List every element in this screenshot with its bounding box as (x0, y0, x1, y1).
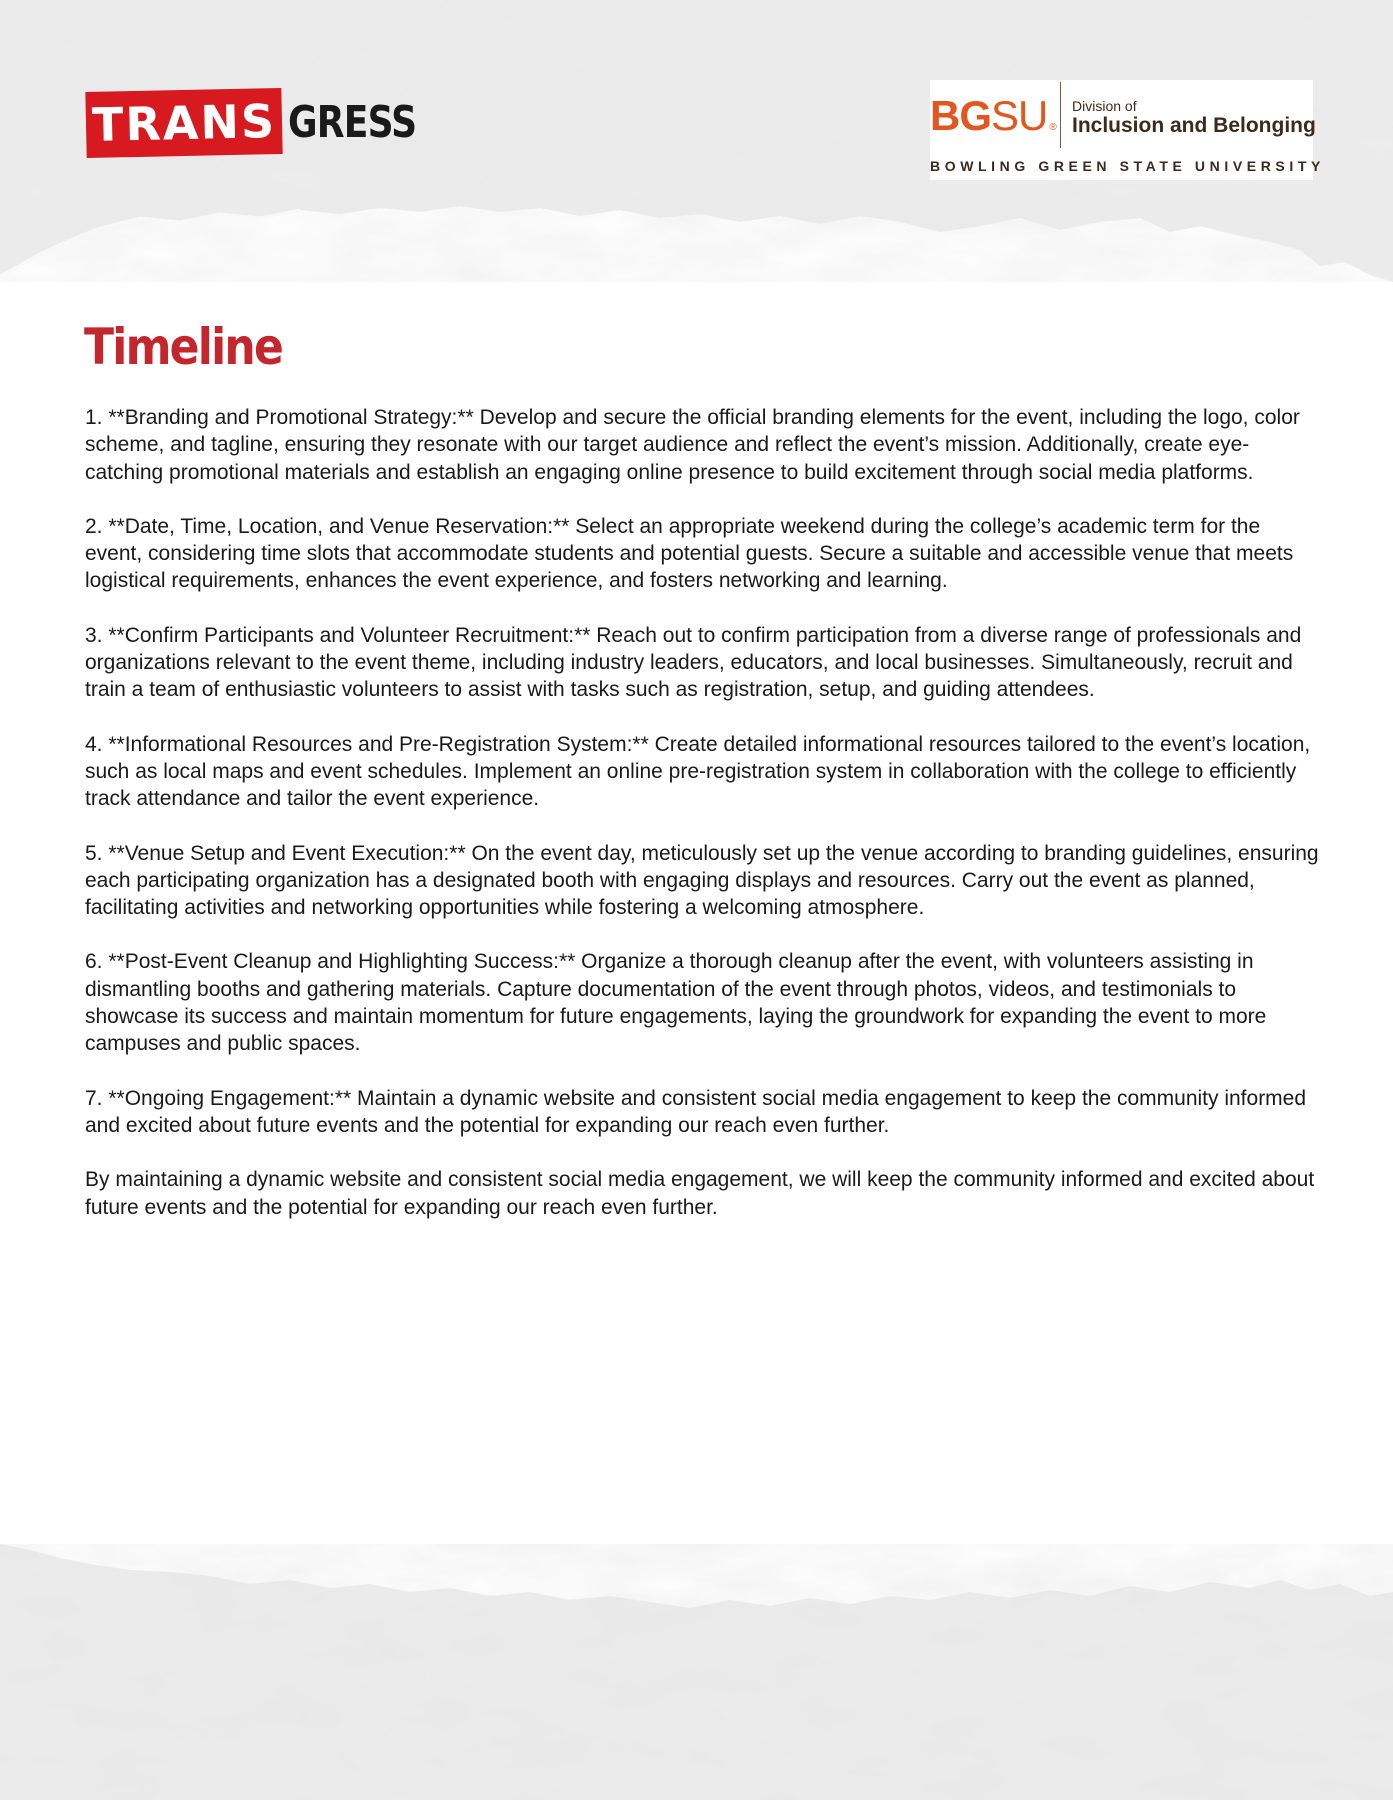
bgsu-division-logo (930, 80, 1325, 180)
timeline-item-branding: 1. **Branding and Promotional Strategy:** Develop and secure the official branding elements for the event, including the logo, color scheme, and tagline, ensuring they resonate with our target audience and reflect the event’s mission. Additionally, create eye-catching promotional materials and establish an engaging online presence to build excitement through social media platforms. (85, 406, 1300, 484)
timeline-item-engagement: 7. **Ongoing Engagement:** Maintain a dynamic website and consistent social media engagement to keep the community informed and excited about future events and the potential for expanding our reach even further. (85, 1086, 1307, 1137)
bgsu-wordmark (930, 92, 1057, 140)
bgsu-mark-su: SU (991, 92, 1048, 139)
bgsu-logo-divider (1060, 82, 1061, 148)
timeline-item-venue-reservation: 2. **Date, Time, Location, and Venue Reservation:** Select an appropriate weekend during the college’s academic term for the event, considering time slots that accommodate students and potential guests. Secure a suitable and accessible venue that meets logistical requirements, enhances the event experience, and fosters networking and learning. (85, 514, 1294, 593)
bgsu-mark-bg: BG (930, 92, 991, 139)
logo-gress-word: GRESS (288, 97, 417, 148)
transgress-logo (86, 88, 445, 158)
bgsu-university-name: BOWLING GREEN STATE UNIVERSITY (930, 158, 1325, 174)
closing-paragraph: By maintaining a dynamic website and consistent social media engagement, we will keep the community informed and excited about future events and the potential for expanding our reach even further. (85, 1168, 1315, 1219)
timeline-item-resources: 4. **Informational Resources and Pre-Registration System:** Create detailed informational resources tailored to the event’s location, such as local maps and event schedules. Implement an online pre-registration system in collaboration with the college to efficiently track attendance and tailor the event experience. (85, 732, 1311, 811)
registered-mark-icon: ® (1049, 122, 1057, 133)
page-title: Timeline (84, 318, 283, 376)
timeline-item-cleanup: 6. **Post-Event Cleanup and Highlighting Success:** Organize a thorough cleanup after the event, with volunteers assisting in dismantling booths and gathering materials. Capture documentation of the event through photos, videos, and testimonials to showcase its success and maintain momentum for future engagements, laying the groundwork for expanding the event to more campuses and public spaces. (85, 950, 1267, 1056)
bgsu-division-label: Division of (1072, 98, 1137, 114)
torn-paper-footer-texture (0, 1500, 1393, 1800)
bgsu-division-name: Inclusion and Belonging (1072, 114, 1316, 137)
timeline-content (85, 404, 1320, 1248)
logo-trans-word: TRANS (85, 88, 282, 158)
timeline-item-participants: 3. **Confirm Participants and Volunteer Recruitment:** Reach out to confirm participation from a diverse range of professionals and organizations relevant to the event theme, including industry leaders, educators, and local businesses. Simultaneously, recruit and train a team of enthusiastic volunteers to assist with tasks such as registration, setup, and guiding attendees. (85, 623, 1302, 702)
timeline-item-execution: 5. **Venue Setup and Event Execution:** On the event day, meticulously set up the venue according to branding guidelines, ensuring each participating organization has a designated booth with engaging displays and resources. Carry out the event as planned, facilitating activities and networking opportunities while fostering a welcoming atmosphere. (85, 841, 1319, 920)
